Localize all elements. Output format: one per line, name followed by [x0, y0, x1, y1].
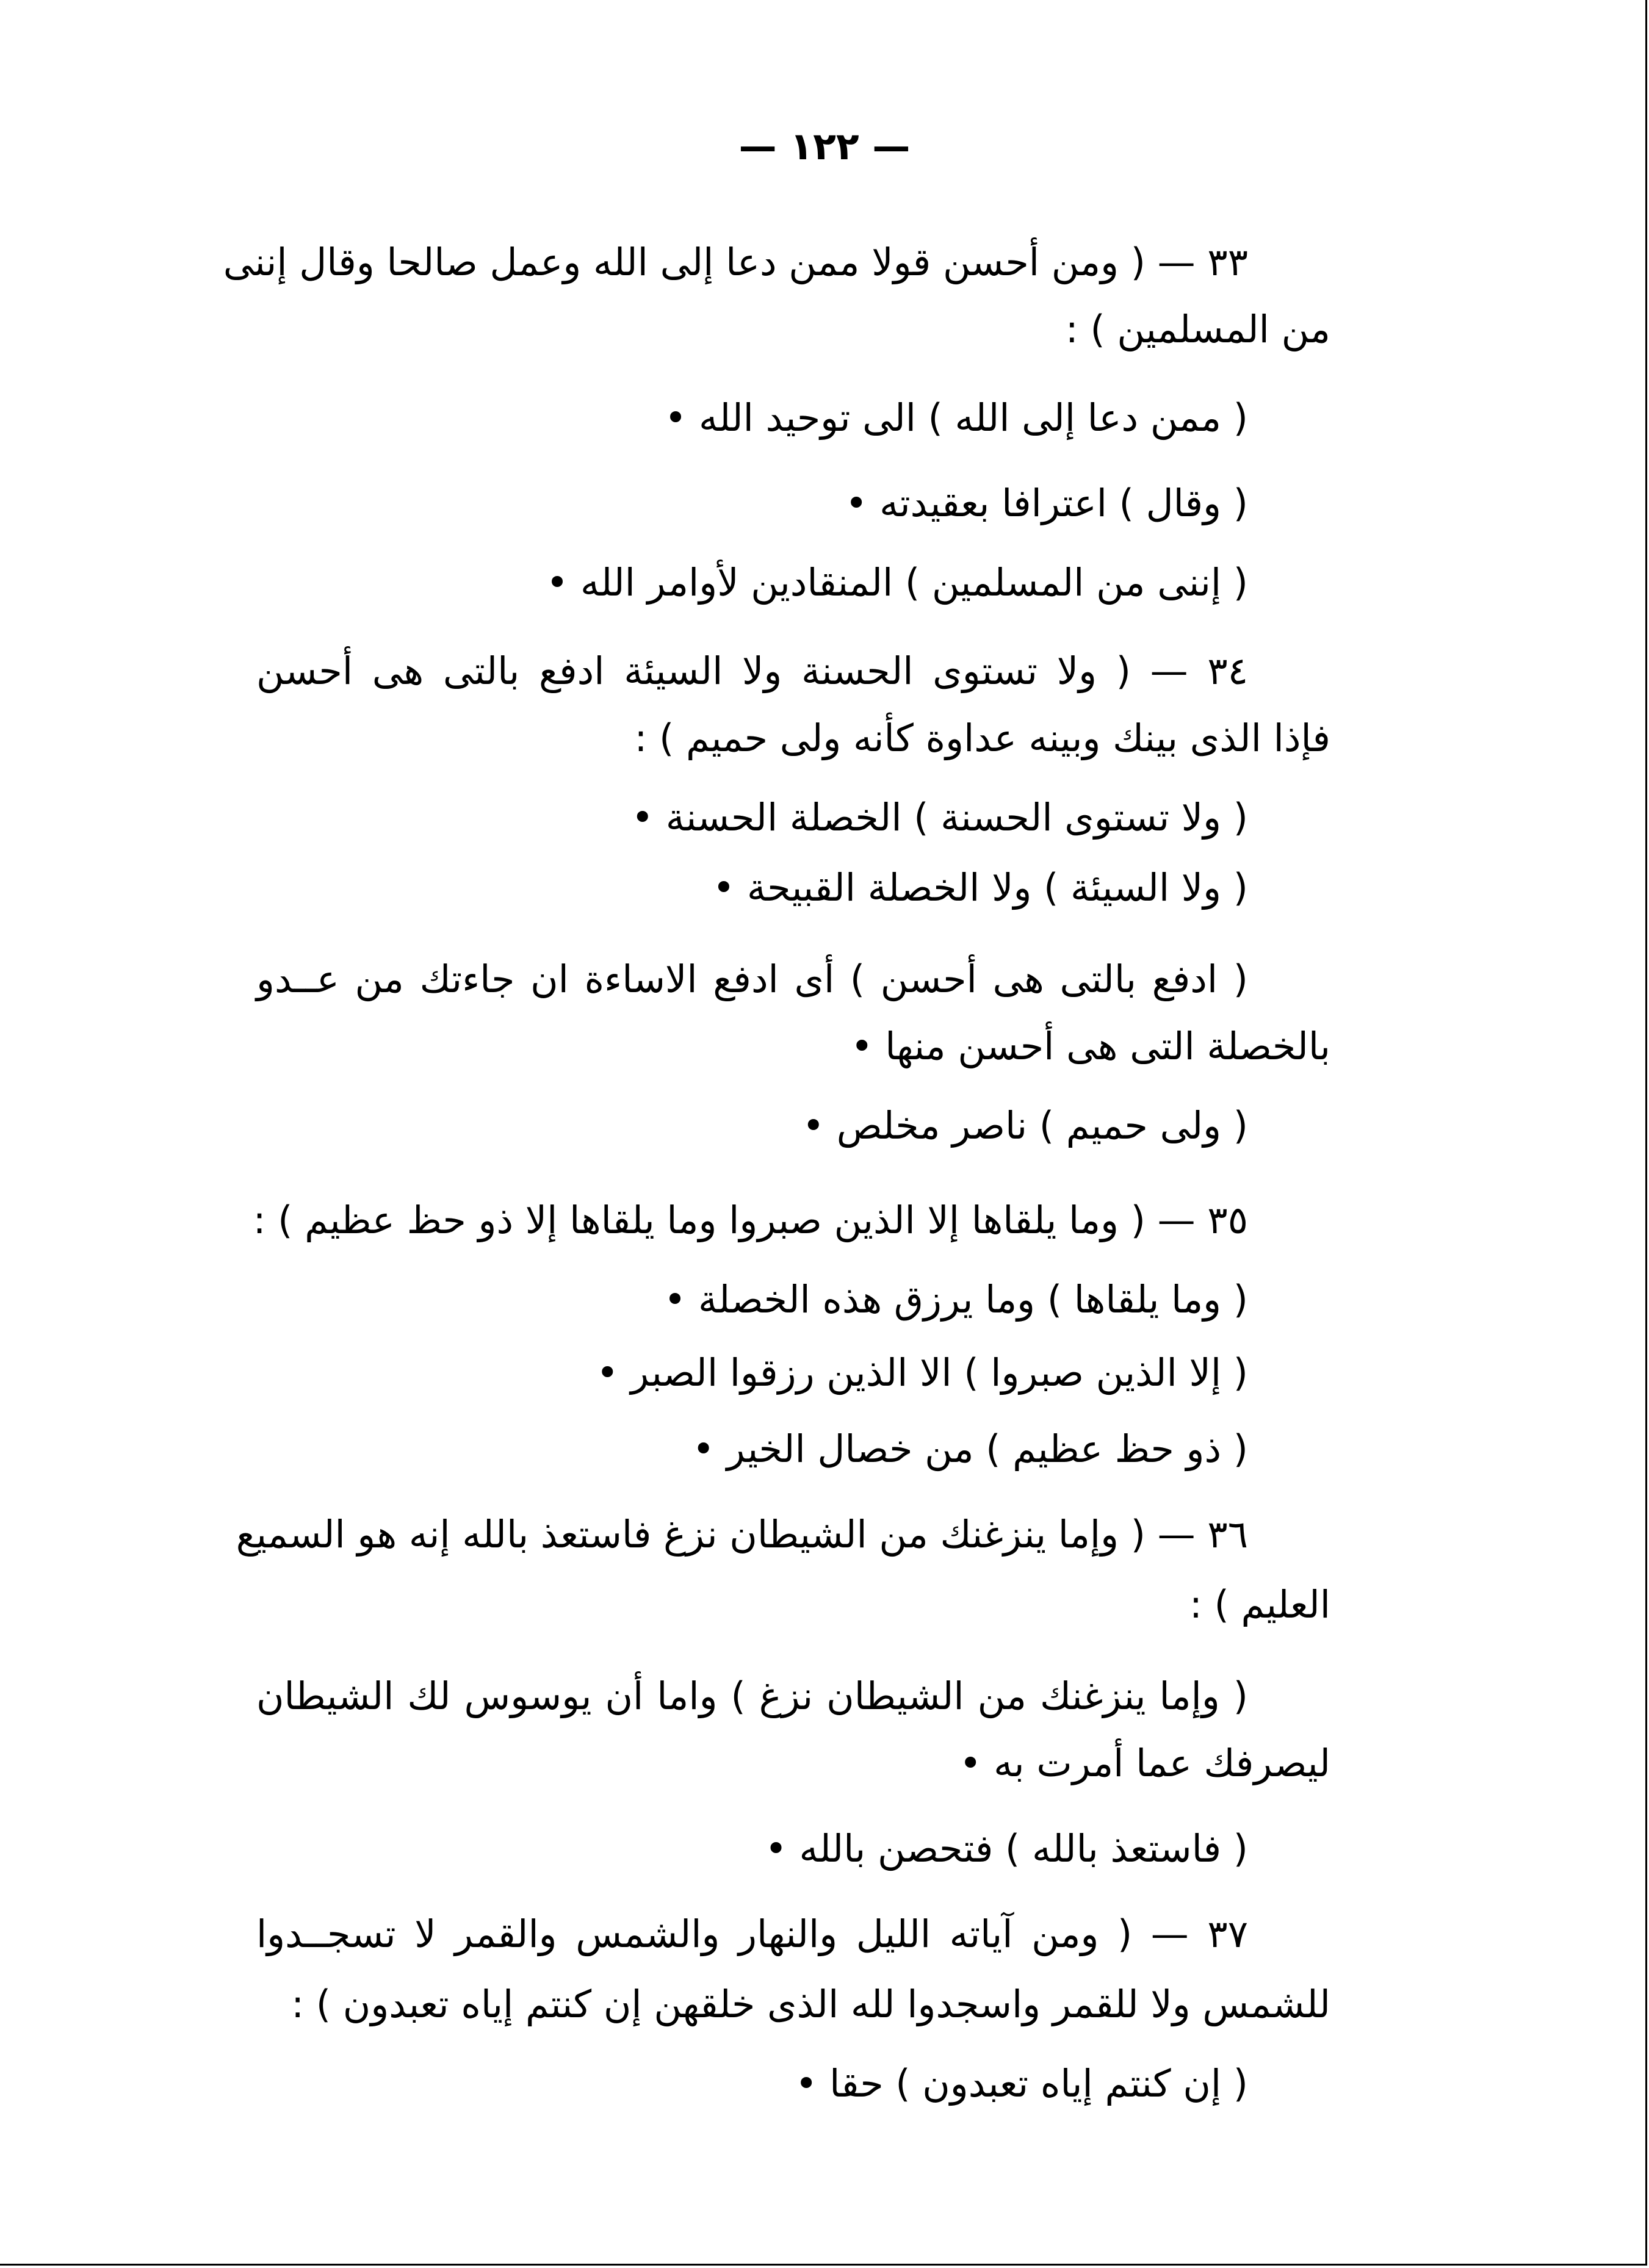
verse-33-line-2: من المسلمين ) : [1065, 307, 1330, 351]
gloss-37-1: ( إن كنتم إياه تعبدون ) حقا • [795, 2061, 1248, 2106]
gloss-36-1-line-1: ( وإما ينزغنك من الشيطان نزغ ) واما أن يوسوس لك الشيطان [256, 1674, 1248, 1718]
verse-35-line-1: ٣٥ — ( وما يلقاها إلا الذين صبروا وما يلقاها إلا ذو حظ عظيم ) : [253, 1198, 1248, 1242]
verse-37-line-1: ٣٧ — ( ومن آياته الليل والنهار والشمس والقمر لا تسجــدوا [256, 1912, 1248, 1956]
gloss-34-4: ( ولى حميم ) ناصر مخلص • [802, 1103, 1248, 1148]
gloss-34-1: ( ولا تستوى الحسنة ) الخصلة الحسنة • [631, 795, 1248, 840]
gloss-35-2: ( إلا الذين صبروا ) الا الذين رزقوا الصبر • [596, 1350, 1248, 1395]
verse-34-line-2: فإذا الذى بينك وبينه عداوة كأنه ولى حميم ) : [634, 716, 1330, 760]
gloss-33-1: ( ممن دعا إلى الله ) الى توحيد الله • [664, 395, 1248, 440]
verse-33-line-1: ٣٣ — ( ومن أحسن قولا ممن دعا إلى الله وعمل صالحا وقال إننى [223, 240, 1248, 284]
gloss-34-3-line-1: ( ادفع بالتى هى أحسن ) أى ادفع الاساءة ان جاءتك من عــدو [256, 957, 1248, 1001]
gloss-36-1-line-2: ليصرفك عما أمرت به • [959, 1741, 1330, 1785]
verse-37-line-2: للشمس ولا للقمر واسجدوا لله الذى خلقهن إن كنتم إياه تعبدون ) : [291, 1982, 1330, 2026]
gloss-36-2: ( فاستعذ بالله ) فتحصن بالله • [765, 1826, 1248, 1871]
gloss-35-3: ( ذو حظ عظيم ) من خصال الخير • [692, 1427, 1248, 1471]
gloss-34-2: ( ولا السيئة ) ولا الخصلة القبيحة • [712, 865, 1248, 910]
gloss-34-3-line-2: بالخصلة التى هى أحسن منها • [850, 1024, 1330, 1068]
gloss-35-1: ( وما يلقاها ) وما يرزق هذه الخصلة • [663, 1277, 1248, 1322]
verse-36-line-2: العليم ) : [1189, 1582, 1330, 1627]
page-number: — ١٢٢ — [738, 124, 911, 168]
verse-36-line-1: ٣٦ — ( وإما ينزغنك من الشيطان نزغ فاستعذ بالله إنه هو السميع [236, 1512, 1248, 1557]
gloss-33-3: ( إننى من المسلمين ) المنقادين لأوامر الله • [546, 560, 1248, 605]
gloss-33-2: ( وقال ) اعترافا بعقيدته • [845, 481, 1248, 525]
verse-34-line-1: ٣٤ — ( ولا تستوى الحسنة ولا السيئة ادفع بالتى هى أحسن [256, 649, 1248, 693]
